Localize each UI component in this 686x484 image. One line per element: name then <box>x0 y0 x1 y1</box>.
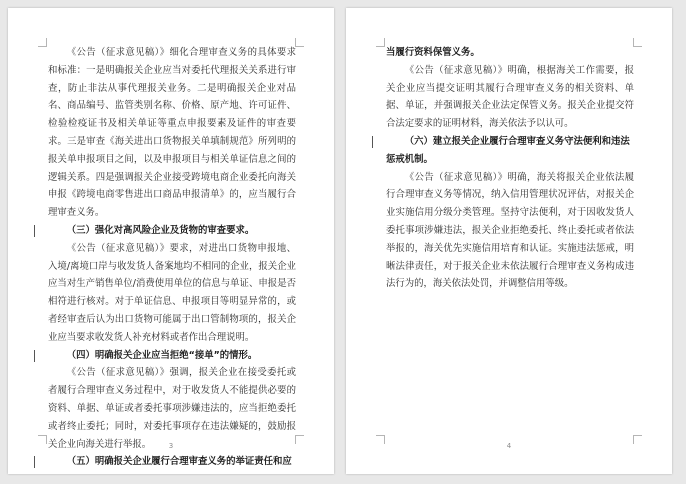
paragraph-compliance-mechanism: 《公告（征求意见稿）》明确，海关将报关企业依法履行合理审查义务等情况，纳入信用管理状况评估，对报关企业实施信用分级分类管理。坚持守法便利，对于因收发货人委托事项涉嫌违法，报关企业拒绝委托、终止委托或者依法举报的，海关优先实施信用培育和认证。实施违法惩戒，明晰法律责任，对于报关企业未依法履行合理审查义务构成违法行为的，海关依法处罚，并调整信用等级。 <box>386 171 634 290</box>
margin-mark-top-left <box>376 38 385 47</box>
paragraph-records-keeping: 《公告（征求意见稿）》明确，根据海关工作需要，报关企业应当提交证明其履行合理审查义务的相关资料、单据、单证，并强调报关企业法定保管义务。报关企业提交符合法定要求的证明材料，海关依法予以认可。 <box>386 64 634 130</box>
margin-mark-top-left <box>38 38 47 47</box>
page-number: 4 <box>506 442 512 450</box>
page-body <box>48 44 296 471</box>
heading-high-risk-review: （三）强化对高风险企业及货物的审查要求。 <box>48 222 296 240</box>
margin-mark-top-right <box>633 38 642 47</box>
document-page-3[interactable] <box>8 8 334 474</box>
page-number: 3 <box>168 442 174 450</box>
heading-burden-of-proof-continued: 当履行资料保管义务。 <box>386 47 480 58</box>
heading-compliance-mechanism: （六）建立报关企业履行合理审查义务守法便利和违法惩戒机制。 <box>386 133 634 169</box>
paragraph-high-risk-review: 《公告（征求意见稿）》要求，对进出口货物申报地、入境/离境口岸与收发货人备案地均不相同的企业，报关企业应当对生产销售单位/消费使用单位的信息与单证、申报是否相符进行核对。对于单证信息、申报项目等明显异常的，或者经审查后认为出口货物可能属于出口管制物项的，报关企业应当要求收发货人补充材料或者作出合理说明。 <box>48 242 296 343</box>
heading-refuse-orders: （四）明确报关企业应当拒绝“接单”的情形。 <box>48 347 296 365</box>
margin-mark-top-right <box>295 38 304 47</box>
paragraph-refuse-orders: 《公告（征求意见稿）》强调，报关企业在接受委托或者履行合理审查义务过程中，对于收发货人不能提供必要的资料、单据、单证或者委托事项涉嫌违法的，应当拒绝委托或者终止委托；同时，对委托事项存在违法嫌疑的，鼓励报关企业向海关进行举报。 <box>48 367 296 450</box>
page-body <box>386 44 634 293</box>
document-page-4[interactable] <box>346 8 672 474</box>
paragraph-review-standards: 《公告（征求意见稿）》细化合理审查义务的具体要求和标准：一是明确报关企业应当对委托代理报关关系进行审查，防止非法从事代理报关业务。二是明确报关企业对品名、商品编号、监管类别名称、价格、原产地、许可证件、检验检疫证书及相关单证等重点申报要素及证件的审查要求。三是审查《海关进出口货物报关单填制规范》所列明的报关单申报项目之间，以及申报项目与相关单证信息之间的逻辑关系。四是强调报关企业接受跨境电商企业委托向海关申报《跨境电商零售进出口商品申报清单》的，应当履行合理审查义务。 <box>48 47 296 219</box>
heading-burden-of-proof: （五）明确报关企业履行合理审查义务的举证责任和应 <box>48 453 296 471</box>
